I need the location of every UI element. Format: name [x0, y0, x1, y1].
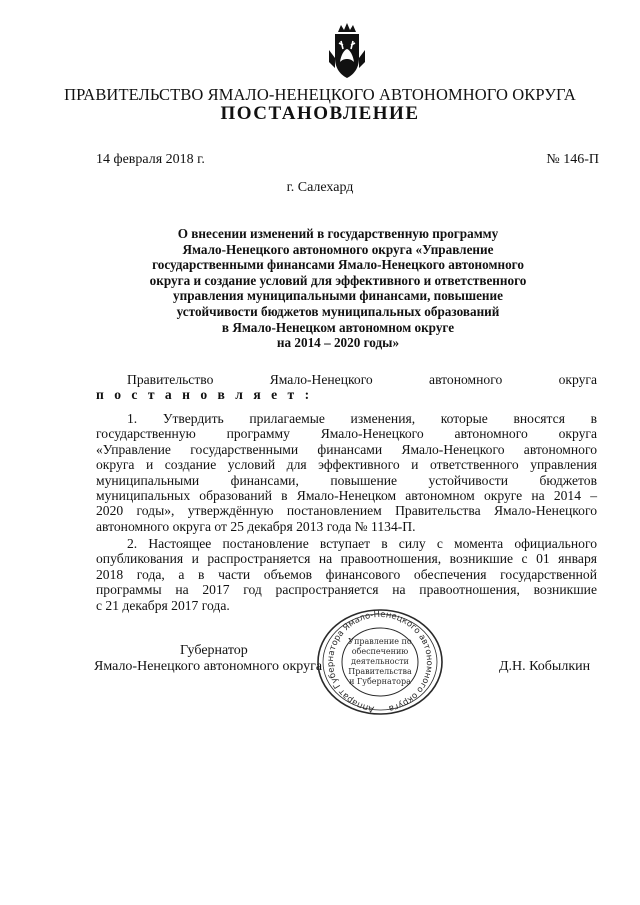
- document-number: № 146-П: [546, 152, 599, 167]
- paragraph-line: 2. Настоящее постановление вступает в силу с момента официального: [127, 536, 597, 551]
- official-seal-stamp: [314, 607, 446, 717]
- title-line: устойчивости бюджетов муниципальных образований: [176, 303, 500, 319]
- title-line: Ямало-Ненецкого автономного округа «Управление: [182, 241, 494, 257]
- signatory-name: Д.Н. Кобылкин: [499, 659, 591, 674]
- signatory-region: Ямало-Ненецкого автономного округа: [94, 659, 323, 674]
- title-line: О внесении изменений в государственную программу: [177, 226, 499, 241]
- coat-of-arms-icon: [326, 22, 368, 80]
- title-line: государственными финансами Ямало-Ненецкого автономного: [152, 257, 524, 273]
- document-city: г. Салехард: [286, 180, 354, 195]
- preamble-word: Правительство: [127, 372, 214, 387]
- paragraph-line: государственную программу Ямало-Ненецкого автономного округа: [96, 426, 597, 442]
- paragraph-line: программы на 2017 год распространяется на правоотношения, возникшие: [96, 582, 597, 598]
- paragraph-2: [96, 536, 597, 613]
- title-line: управления муниципальными финансами, повышение: [173, 288, 503, 304]
- document-date: 14 февраля 2018 г.: [96, 152, 205, 167]
- preamble-word: Ямало-Ненецкого: [269, 372, 373, 387]
- paragraph-line: опубликования и распространяется на правоотношения, возникшие с 01 января: [96, 551, 597, 567]
- document-title: [108, 226, 568, 351]
- paragraph-1: [96, 411, 597, 534]
- seal-ring-text: Аппарат Губернатора Ямало-Ненецкого автономного округа: [325, 609, 435, 714]
- paragraph-line: 2018 года, а в части объемов финансового обеспечения государственной: [96, 566, 597, 582]
- preamble-word: округа: [558, 372, 597, 387]
- paragraph-line: автономного округа от 25 декабря 2013 года № 1134-П.: [96, 518, 416, 534]
- title-line: в Ямало-Ненецком автономном округе: [221, 319, 455, 335]
- resolves-word: п о с т а н о в л я е т :: [96, 387, 313, 403]
- preamble-line: [96, 372, 597, 387]
- paragraph-line: с 21 декабря 2017 года.: [96, 597, 230, 613]
- seal-inner-line: Правительства: [348, 667, 412, 676]
- preamble: [96, 372, 597, 403]
- signatory-title: Губернатор: [180, 643, 248, 658]
- paragraph-line: муниципальными финансами, повышение устойчивости бюджетов: [96, 472, 597, 488]
- paragraph-line: округа и создание условий для эффективного и ответственного управления: [96, 457, 597, 473]
- seal-inner-line: Управление по: [348, 637, 412, 646]
- paragraph-line: «Управление государственными финансами Ямало-Ненецкого автономного: [96, 441, 597, 457]
- paragraph-line: 1. Утвердить прилагаемые изменения, которые вносятся в: [127, 411, 597, 426]
- government-name: ПРАВИТЕЛЬСТВО ЯМАЛО-НЕНЕЦКОГО АВТОНОМНОГО ОКРУГА: [64, 85, 576, 104]
- preamble-word: автономного: [429, 372, 503, 387]
- paragraph-line: 2020 годы», утверждённую постановлением Правительства Ямало-Ненецкого: [96, 503, 597, 519]
- paragraph-line: муниципальных образований в Ямало-Ненецком автономном округе на 2014 –: [96, 488, 597, 504]
- title-line: округа и создание условий для эффективного и ответственного: [149, 272, 527, 288]
- seal-inner-line: обеспечению: [351, 647, 409, 656]
- title-line: на 2014 – 2020 годы»: [276, 335, 400, 351]
- document-type: ПОСТАНОВЛЕНИЕ: [220, 103, 420, 124]
- seal-inner-line: деятельности: [351, 657, 409, 666]
- seal-inner-line: и Губернатора: [349, 677, 411, 686]
